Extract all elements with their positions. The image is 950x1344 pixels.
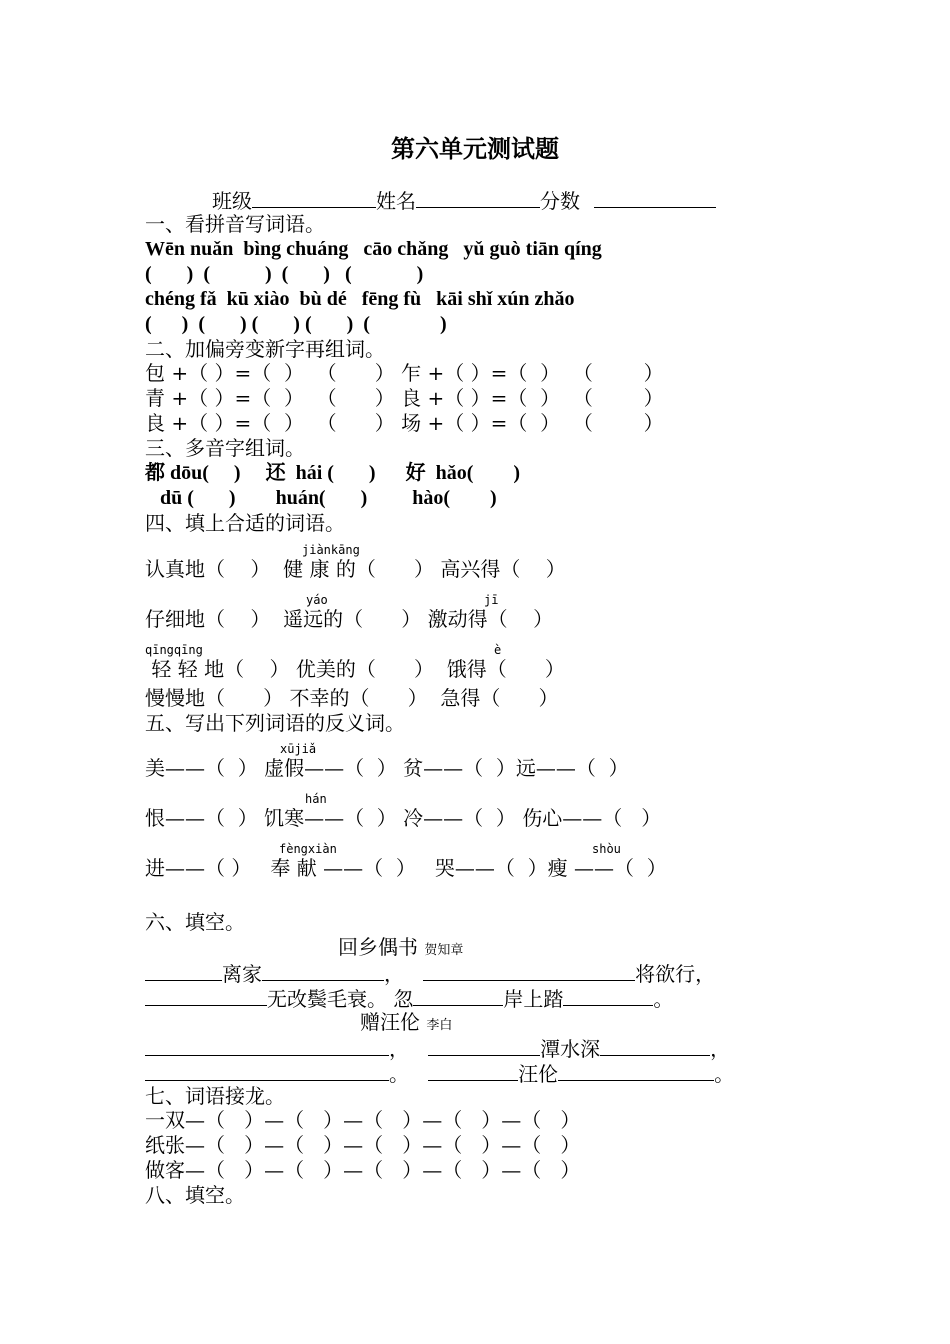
poem-text: 离家	[222, 962, 262, 986]
poem-blank[interactable]	[558, 1060, 714, 1081]
poem-blank[interactable]	[145, 1060, 389, 1081]
poem-blank[interactable]	[145, 1035, 389, 1056]
poem-text: 无改鬓毛衰。 忽	[267, 987, 414, 1011]
answer-blanks-1[interactable]: ( ) ( ) ( ) ( )	[145, 263, 424, 285]
poem-text: ，	[389, 1037, 409, 1061]
pinyin-annotation: qīngqīng	[145, 643, 203, 657]
fill-row[interactable]: 轻 轻 地（ ） 优美的（ ） 饿得（ ）	[145, 657, 565, 681]
section1-heading: 一、看拼音写词语。	[145, 212, 325, 236]
poem-text: ，	[710, 1037, 731, 1061]
poem-text: 汪伦	[518, 1062, 559, 1086]
section6-heading: 六、填空。	[145, 910, 245, 934]
poem-blank[interactable]	[413, 985, 503, 1006]
antonym-row[interactable]: 恨——（ ） 饥寒——（ ） 冷——（ ） 伤心——（ ）	[145, 806, 662, 830]
pinyin-annotation: yáo	[306, 593, 328, 607]
section2-heading: 二、加偏旁变新字再组词。	[145, 337, 385, 361]
antonym-row[interactable]: 美——（ ） 虚假——（ ） 贫——（ ）远——（ ）	[145, 756, 629, 780]
poem2-title-line	[360, 1010, 452, 1038]
poem1-title: 回乡偶书	[338, 935, 418, 959]
pinyin-annotation: shòu	[592, 842, 621, 856]
antonym-row[interactable]: 进——（ ） 奉 献 ——（ ） 哭——（ ）瘦 ——（ ）	[145, 856, 667, 880]
pinyin-annotation: jiànkāng	[302, 543, 360, 557]
radical-row[interactable]: 包 +（ ）=（ ） （ ） 乍 +（ ）=（ ） （ ）	[145, 361, 664, 385]
poem-blank[interactable]	[423, 960, 635, 981]
pinyin-annotation: è	[494, 643, 502, 657]
radical-row[interactable]: 青 +（ ）=（ ） （ ） 良 +（ ）=（ ） （ ）	[145, 386, 664, 410]
poem-blank[interactable]	[428, 1035, 540, 1056]
poem2-author: 李白	[426, 1018, 453, 1033]
name-blank[interactable]	[416, 187, 540, 208]
poem-blank[interactable]	[262, 960, 384, 981]
fill-row[interactable]: 慢慢地（ ） 不幸的（ ） 急得（ ）	[145, 686, 559, 710]
polyphone-row-2[interactable]: dū ( ) huán( ) hào( )	[145, 487, 497, 509]
poem1-line2	[145, 985, 673, 1009]
poem-text: 。	[653, 987, 674, 1011]
score-label: 分数	[540, 189, 580, 213]
pinyin-annotation: hán	[305, 792, 327, 806]
poem2-line1	[145, 1035, 730, 1059]
pinyin-annotation: jī	[484, 593, 499, 607]
radical-row[interactable]: 良 +（ ）=（ ） （ ） 场 +（ ）=（ ） （ ）	[145, 411, 664, 435]
word-chain-row[interactable]: 纸张—（ ）—（ ）—（ ）—（ ）—（ ）	[145, 1133, 581, 1157]
poem1-author: 贺知章	[424, 943, 464, 958]
class-label: 班级	[212, 189, 252, 213]
pinyin-annotation: xūjiǎ	[280, 742, 317, 756]
poem-text: 将欲行，	[635, 962, 716, 986]
fill-row[interactable]: 仔细地（ ） 遥远的（ ） 激动得（ ）	[145, 607, 554, 631]
poem-blank[interactable]	[563, 985, 653, 1006]
word-chain-row[interactable]: 一双—（ ）—（ ）—（ ）—（ ）—（ ）	[145, 1108, 581, 1132]
poem1-line1	[145, 960, 715, 984]
poem-text: ，	[384, 962, 404, 986]
word-chain-row[interactable]: 做客—（ ）—（ ）—（ ）—（ ）—（ ）	[145, 1158, 581, 1182]
poem-text: 。	[389, 1062, 409, 1086]
poem-blank[interactable]	[145, 985, 267, 1006]
class-blank[interactable]	[252, 187, 376, 208]
pinyin-line-1: Wēn nuǎn bìng chuáng cāo chǎng yǔ guò tiān qíng	[145, 238, 602, 260]
poem1-title-line	[338, 935, 463, 963]
poem-text: 潭水深	[540, 1037, 601, 1061]
section3-heading: 三、多音字组词。	[145, 436, 305, 460]
section8-heading: 八、填空。	[145, 1183, 245, 1207]
poem2-line2	[145, 1060, 734, 1084]
name-label: 姓名	[376, 189, 416, 213]
section5-heading: 五、写出下列词语的反义词。	[145, 711, 405, 735]
poem-blank[interactable]	[428, 1060, 518, 1081]
polyphone-row-1[interactable]: 都 dōu( ) 还 hái ( ) 好 hǎo( )	[145, 462, 521, 484]
poem2-title: 赠汪伦	[360, 1010, 420, 1034]
section4-heading: 四、填上合适的词语。	[145, 511, 345, 535]
student-info-line	[212, 187, 716, 211]
poem-text: 。	[714, 1062, 735, 1086]
pinyin-line-2: chéng fǎ kū xiào bù dé fēng fù kāi shǐ xún zhǎo	[145, 288, 575, 310]
score-blank[interactable]	[594, 187, 716, 208]
page-title: 第六单元测试题	[391, 134, 559, 163]
poem-text: 岸上踏	[503, 987, 564, 1011]
answer-blanks-2[interactable]: ( ) ( ) ( ) ( ) ( )	[145, 313, 447, 335]
poem-blank[interactable]	[600, 1035, 710, 1056]
poem-blank[interactable]	[145, 960, 222, 981]
fill-row[interactable]: 认真地（ ） 健 康 的（ ） 高兴得（ ）	[145, 557, 566, 581]
pinyin-annotation: fèngxiàn	[279, 842, 337, 856]
section7-heading: 七、词语接龙。	[145, 1084, 285, 1108]
